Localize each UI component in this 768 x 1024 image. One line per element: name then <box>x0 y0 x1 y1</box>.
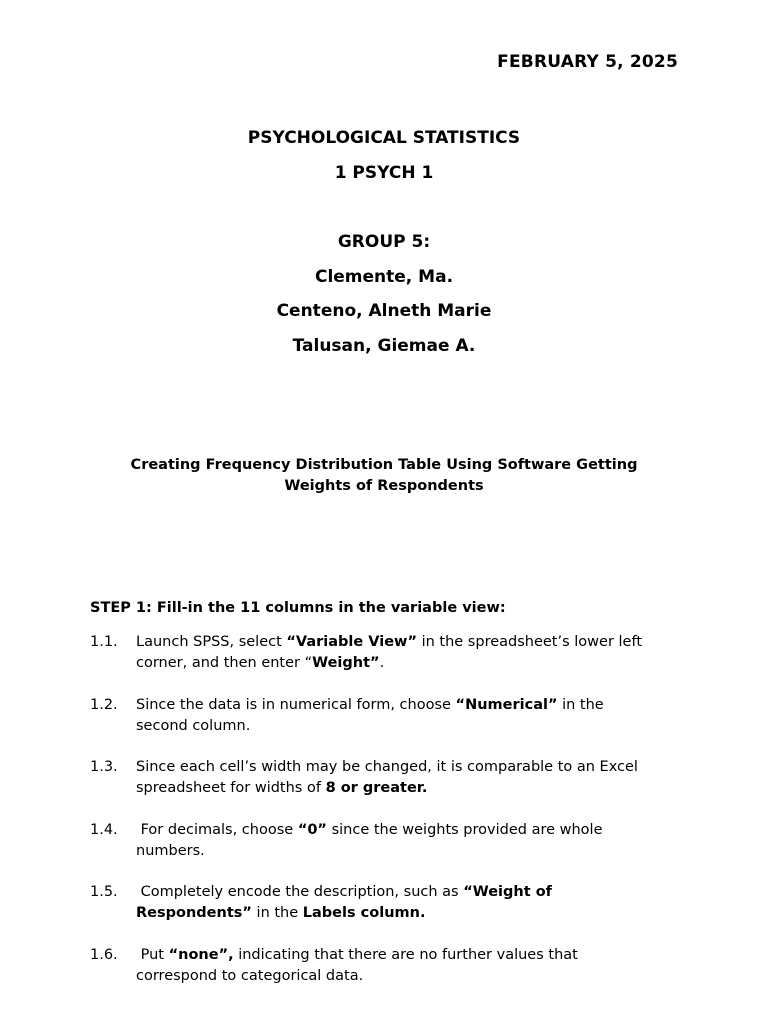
step-number: 1.6. <box>90 946 118 963</box>
step-item <box>90 882 680 924</box>
step-list <box>90 632 680 1007</box>
step-text-run: spreadsheet for widths of <box>136 780 326 796</box>
step-text <box>136 632 680 674</box>
step-text <box>136 882 680 924</box>
step-text-line <box>136 966 680 987</box>
group-label: GROUP 5: <box>337 232 431 252</box>
step-text <box>136 820 680 862</box>
step-text-line <box>136 695 680 716</box>
step-text-run: indicating that there are no further values that <box>233 946 578 963</box>
step-text <box>136 757 680 799</box>
step-text-run: in the <box>251 905 303 921</box>
step-number: 1.3. <box>90 759 118 775</box>
step-item <box>90 757 680 799</box>
step-text-line <box>136 757 680 778</box>
step-text-run: Since the data is in numerical form, choose <box>136 696 456 713</box>
step-text-run: second column. <box>136 717 251 734</box>
step-text-line <box>136 903 680 924</box>
step-item <box>90 632 680 674</box>
step-number: 1.4. <box>90 821 118 838</box>
step-text <box>136 695 680 737</box>
step-text-bold: “Weight of <box>463 884 552 900</box>
step-text-line <box>136 841 680 862</box>
course-subject: PSYCHOLOGICAL STATISTICS <box>247 128 521 148</box>
document-date: FEBRUARY 5, 2025 <box>497 52 678 72</box>
step-heading: STEP 1: Fill-in the 11 columns in the variable view: <box>90 600 506 616</box>
step-text-line <box>136 632 680 653</box>
step-text-run: correspond to categorical data. <box>136 967 364 984</box>
step-text-line <box>136 882 680 903</box>
step-text-run: in the spreadsheet’s lower left <box>416 634 643 650</box>
step-number: 1.2. <box>90 696 118 713</box>
step-text-run: since the weights provided are whole <box>326 821 603 838</box>
step-item <box>90 695 680 737</box>
step-text-run: Since each cell’s width may be changed, it is comparable to an Excel <box>136 759 638 775</box>
step-text-line <box>136 653 680 674</box>
step-number: 1.1. <box>90 634 118 650</box>
step-text-run: Launch SPSS, select <box>136 634 287 650</box>
step-text-line <box>136 945 680 966</box>
step-text-bold: Weight” <box>312 655 380 671</box>
group-member: Talusan, Giemae A. <box>292 335 476 356</box>
step-item <box>90 945 680 987</box>
step-text-run: numbers. <box>136 842 205 859</box>
step-text-run: For decimals, choose <box>136 821 298 838</box>
group-member: Centeno, Alneth Marie <box>276 301 492 321</box>
step-text-run: Completely encode the description, such as <box>136 884 464 900</box>
step-text-run: . <box>379 655 385 671</box>
step-text-run: Put <box>136 946 169 963</box>
step-item <box>90 820 680 862</box>
step-text-line <box>136 716 680 737</box>
step-text-line <box>136 820 680 841</box>
step-text-bold: “Numerical” <box>455 696 558 713</box>
step-text-line <box>136 778 680 799</box>
step-text <box>136 945 680 987</box>
document-title: Creating Frequency Distribution Table Using Software Getting Weights of Respondents <box>130 457 638 494</box>
course-info <box>0 121 768 191</box>
step-text-bold: Labels column. <box>302 905 426 921</box>
step-text-bold: “Variable View” <box>286 634 417 650</box>
group-member: Clemente, Ma. <box>314 266 454 287</box>
step-text-bold: Respondents” <box>136 905 252 921</box>
step-text-bold: “none”, <box>168 946 234 963</box>
step-text-run: corner, and then enter “ <box>136 655 313 671</box>
step-text-run: in the <box>557 696 604 713</box>
step-text-bold: “0” <box>297 821 327 838</box>
step-text-bold: 8 or greater. <box>325 780 428 796</box>
group-info <box>0 225 768 363</box>
course-section: 1 PSYCH 1 <box>334 163 434 183</box>
step-number: 1.5. <box>90 884 118 900</box>
